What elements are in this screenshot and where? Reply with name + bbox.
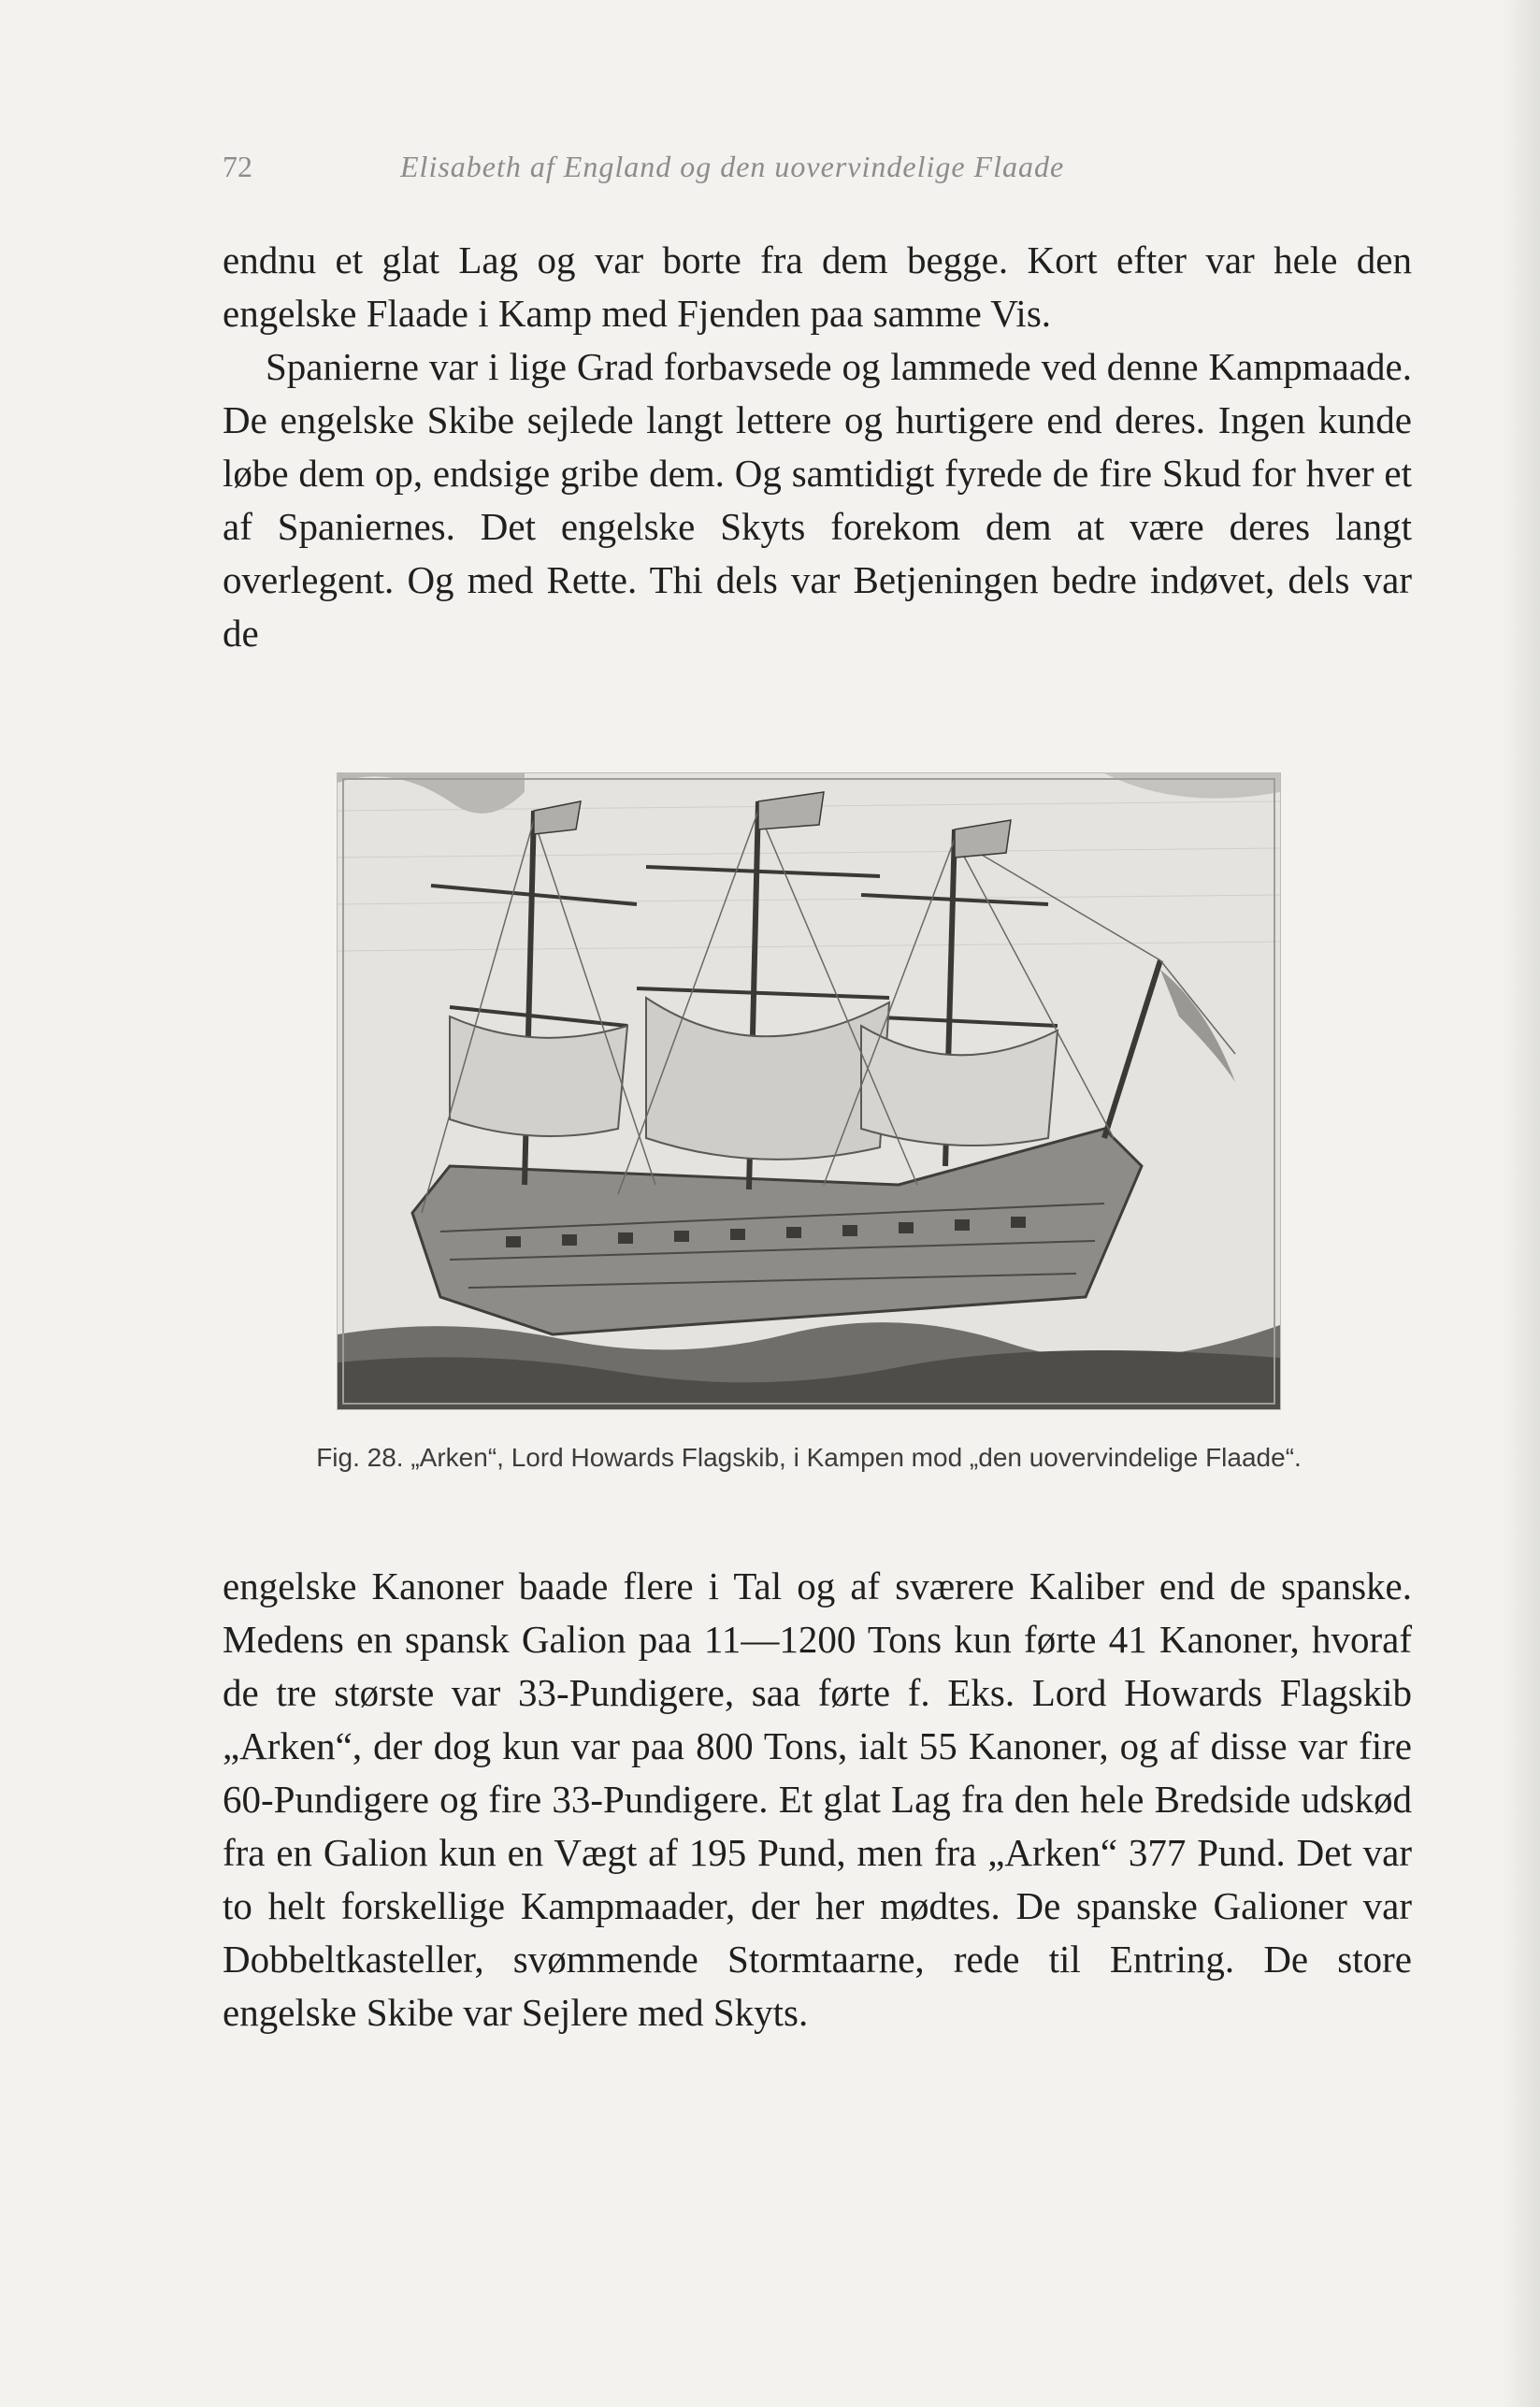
paragraph: Spanierne var i lige Grad forbavsede og lammede ved denne Kampmaade. De engelske Skibe sejlede langt lettere og hurtigere end deres. Ingen kunde løbe dem op, endsige gribe dem. Og samtidigt fyrede de fire Skud for hver et af Spaniernes. Det engelske Skyts forekom dem at være deres langt overlegent. Og med Rette. Thi dels var Betjeningen bedre indøvet, dels var de — [223, 345, 1412, 655]
ship-engraving — [338, 773, 1280, 1409]
paragraph: endnu et glat Lag og var borte fra dem begge. Kort efter var hele den engelske Flaade i Kamp med Fjenden paa samme Vis. — [223, 238, 1412, 335]
ship-illustration — [337, 772, 1281, 1410]
paragraph: engelske Kanoner baade flere i Tal og af sværere Kaliber end de spanske. Medens en spansk Galion paa 11—1200 Tons kun førte 41 Kanoner, hvoraf de tre største var 33-Pundigere, saa førte f. Eks. Lord Howards Flagskib „Arken“, der dog kun var paa 800 Tons, ialt 55 Kanoner, og af disse var fire 60-Pundigere og fire 33-Pundigere. Et glat Lag fra den hele Bredside udskød fra en Galion kun en Vægt af 195 Pund, men fra „Arken“ 377 Pund. Det var to helt forskellige Kampmaader, der her mødtes. De spanske Galioner var Dobbeltkasteller, svømmende Stormtaarne, rede til Entring. De store engelske Skibe var Sejlere med Skyts. — [223, 1564, 1412, 2034]
running-title: Elisabeth af England og den uovervindelige Flaade — [400, 150, 1065, 183]
running-head — [223, 150, 1223, 191]
figure-caption: Fig. 28. „Arken“, Lord Howards Flagskib, i Kampen mod „den uovervindelige Flaade“. — [316, 1443, 1302, 1472]
body-text-top — [223, 234, 1412, 660]
page-edge-shadow — [1503, 0, 1540, 2407]
page-number: 72 — [223, 150, 252, 183]
body-text-bottom — [223, 1560, 1412, 2039]
